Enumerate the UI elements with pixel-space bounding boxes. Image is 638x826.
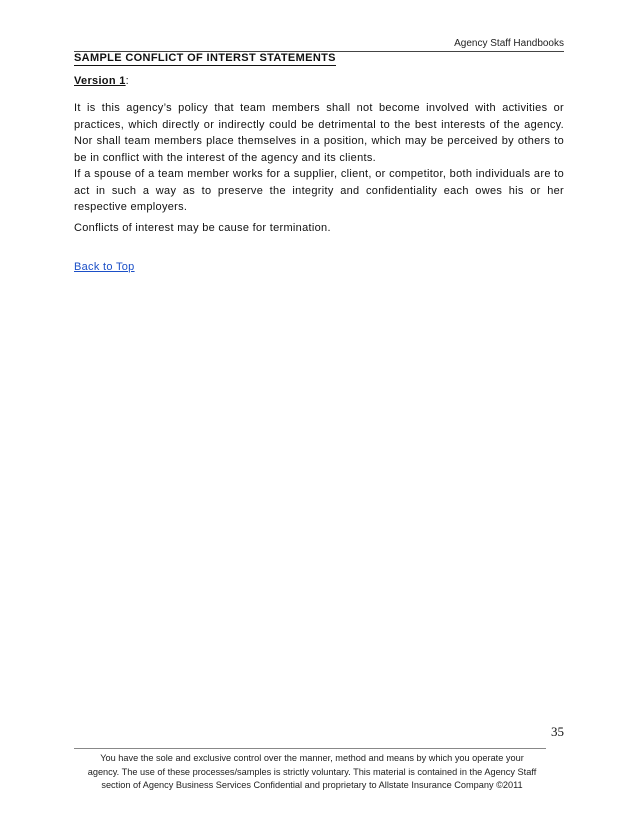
version-heading <box>74 74 129 88</box>
version-colon: : <box>125 75 129 87</box>
footer-line: You have the sole and exclusive control over the manner, method and means by which you operate your <box>100 753 524 763</box>
running-header: Agency Staff Handbooks <box>454 38 564 49</box>
footer-line: agency. The use of these processes/samples is strictly voluntary. This material is contained in the Agency Staff <box>87 766 537 777</box>
termination-paragraph: Conflicts of interest may be cause for termination. <box>74 222 331 234</box>
back-to-top-link[interactable]: Back to Top <box>74 261 135 273</box>
footer-line: section of Agency Business Services Confidential and proprietary to Allstate Insurance Company ©2011 <box>101 780 523 790</box>
footer-disclaimer <box>62 752 562 793</box>
page-number: 35 <box>551 724 564 739</box>
footer-rule <box>74 748 546 749</box>
version-label: Version 1 <box>74 75 126 87</box>
policy-paragraph: It is this agency’s policy that team members shall not become involved with activities or practices, which directly or indirectly could be detrimental to the best interests of the agency. Nor shall team members place themselves in a position, which may be perceived by others to be in conflict with the interest of the agency and its clients. <box>74 102 564 164</box>
spouse-paragraph: If a spouse of a team member works for a supplier, client, or competitor, both individuals are to act in such a way as to preserve the integrity and confidentiality each owes his or her respective employers. <box>74 168 564 213</box>
section-title: SAMPLE CONFLICT OF INTERST STATEMENTS <box>74 52 336 64</box>
